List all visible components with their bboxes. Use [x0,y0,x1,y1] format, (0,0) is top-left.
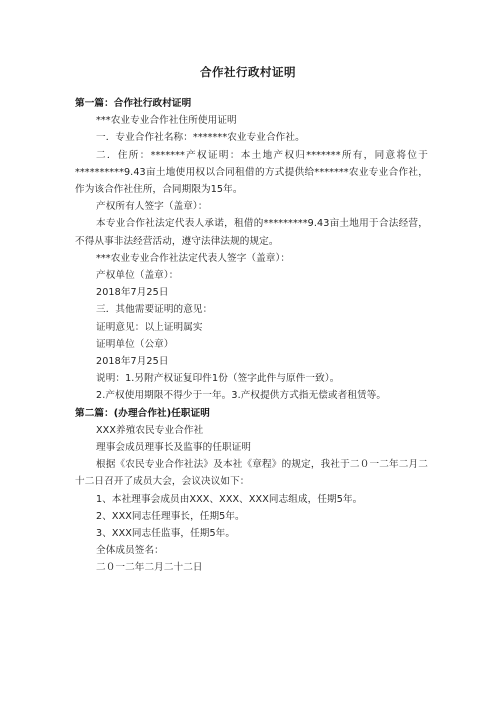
paragraph: 二．住所：*******产权证明：本土地产权归*******所有，同意将位于**********9.43亩土地使用权以合同租借的方式提供给*******农业专业合作社，作为该合作社住所，合同期限为15年。 [75,149,428,196]
paragraph: ***农业专业合作社住所使用证明 [96,115,237,127]
paragraph: 2、XXX同志任理事长，任期5年。 [96,510,245,522]
section-heading-2: 第二篇：(办理合作社)任职证明 [75,407,210,419]
paragraph: 证明意见：以上证明属实 [96,321,203,333]
paragraph: 根据《农民专业合作社法》及本社《章程》的规定，我社于二０一二年二月二十二日召开了成员大会，会议决议如下： [75,459,428,488]
paragraph: 说明：1.另附产权证复印件1份（签字此件与原件一致）。 [96,373,340,385]
paragraph: 3、XXX同志任监事，任期5年。 [96,528,236,540]
paragraph: 2.产权使用期限不得少于一年。3.产权提供方式指无偿或者租赁等。 [96,390,387,402]
date-line: 2018年7月25日 [96,287,169,299]
paragraph: 证明单位（公章） [96,338,174,350]
date-line: 二０一二年二月二十二日 [96,562,203,574]
paragraph: 理事会成员理事长及监事的任职证明 [96,442,252,454]
paragraph: 本专业合作社法定代表人承诺，租借的*********9.43亩土地用于合法经营，不得从事非法经营活动，遵守法律法规的规定。 [75,218,428,247]
document-body [75,95,428,577]
paragraph: 三．其他需要证明的意见： [96,304,213,316]
date-line: 2018年7月25日 [96,356,169,368]
paragraph: XXX养殖农民专业合作社 [96,424,204,436]
document-title: 合作社行政村证明 [200,65,296,79]
section-heading-1: 第一篇：合作社行政村证明 [75,98,192,109]
paragraph: 产权单位（盖章）： [96,270,179,282]
paragraph: 一．专业合作社名称：*******农业专业合作社。 [96,132,305,144]
paragraph: 全体成员签名： [96,545,164,557]
paragraph: ***农业专业合作社法定代表人签字（盖章）： [96,252,291,264]
paragraph: 1、本社理事会成员由XXX、XXX、XXX同志组成，任期5年。 [96,493,363,505]
paragraph: 产权所有人签字（盖章）： [96,201,208,213]
